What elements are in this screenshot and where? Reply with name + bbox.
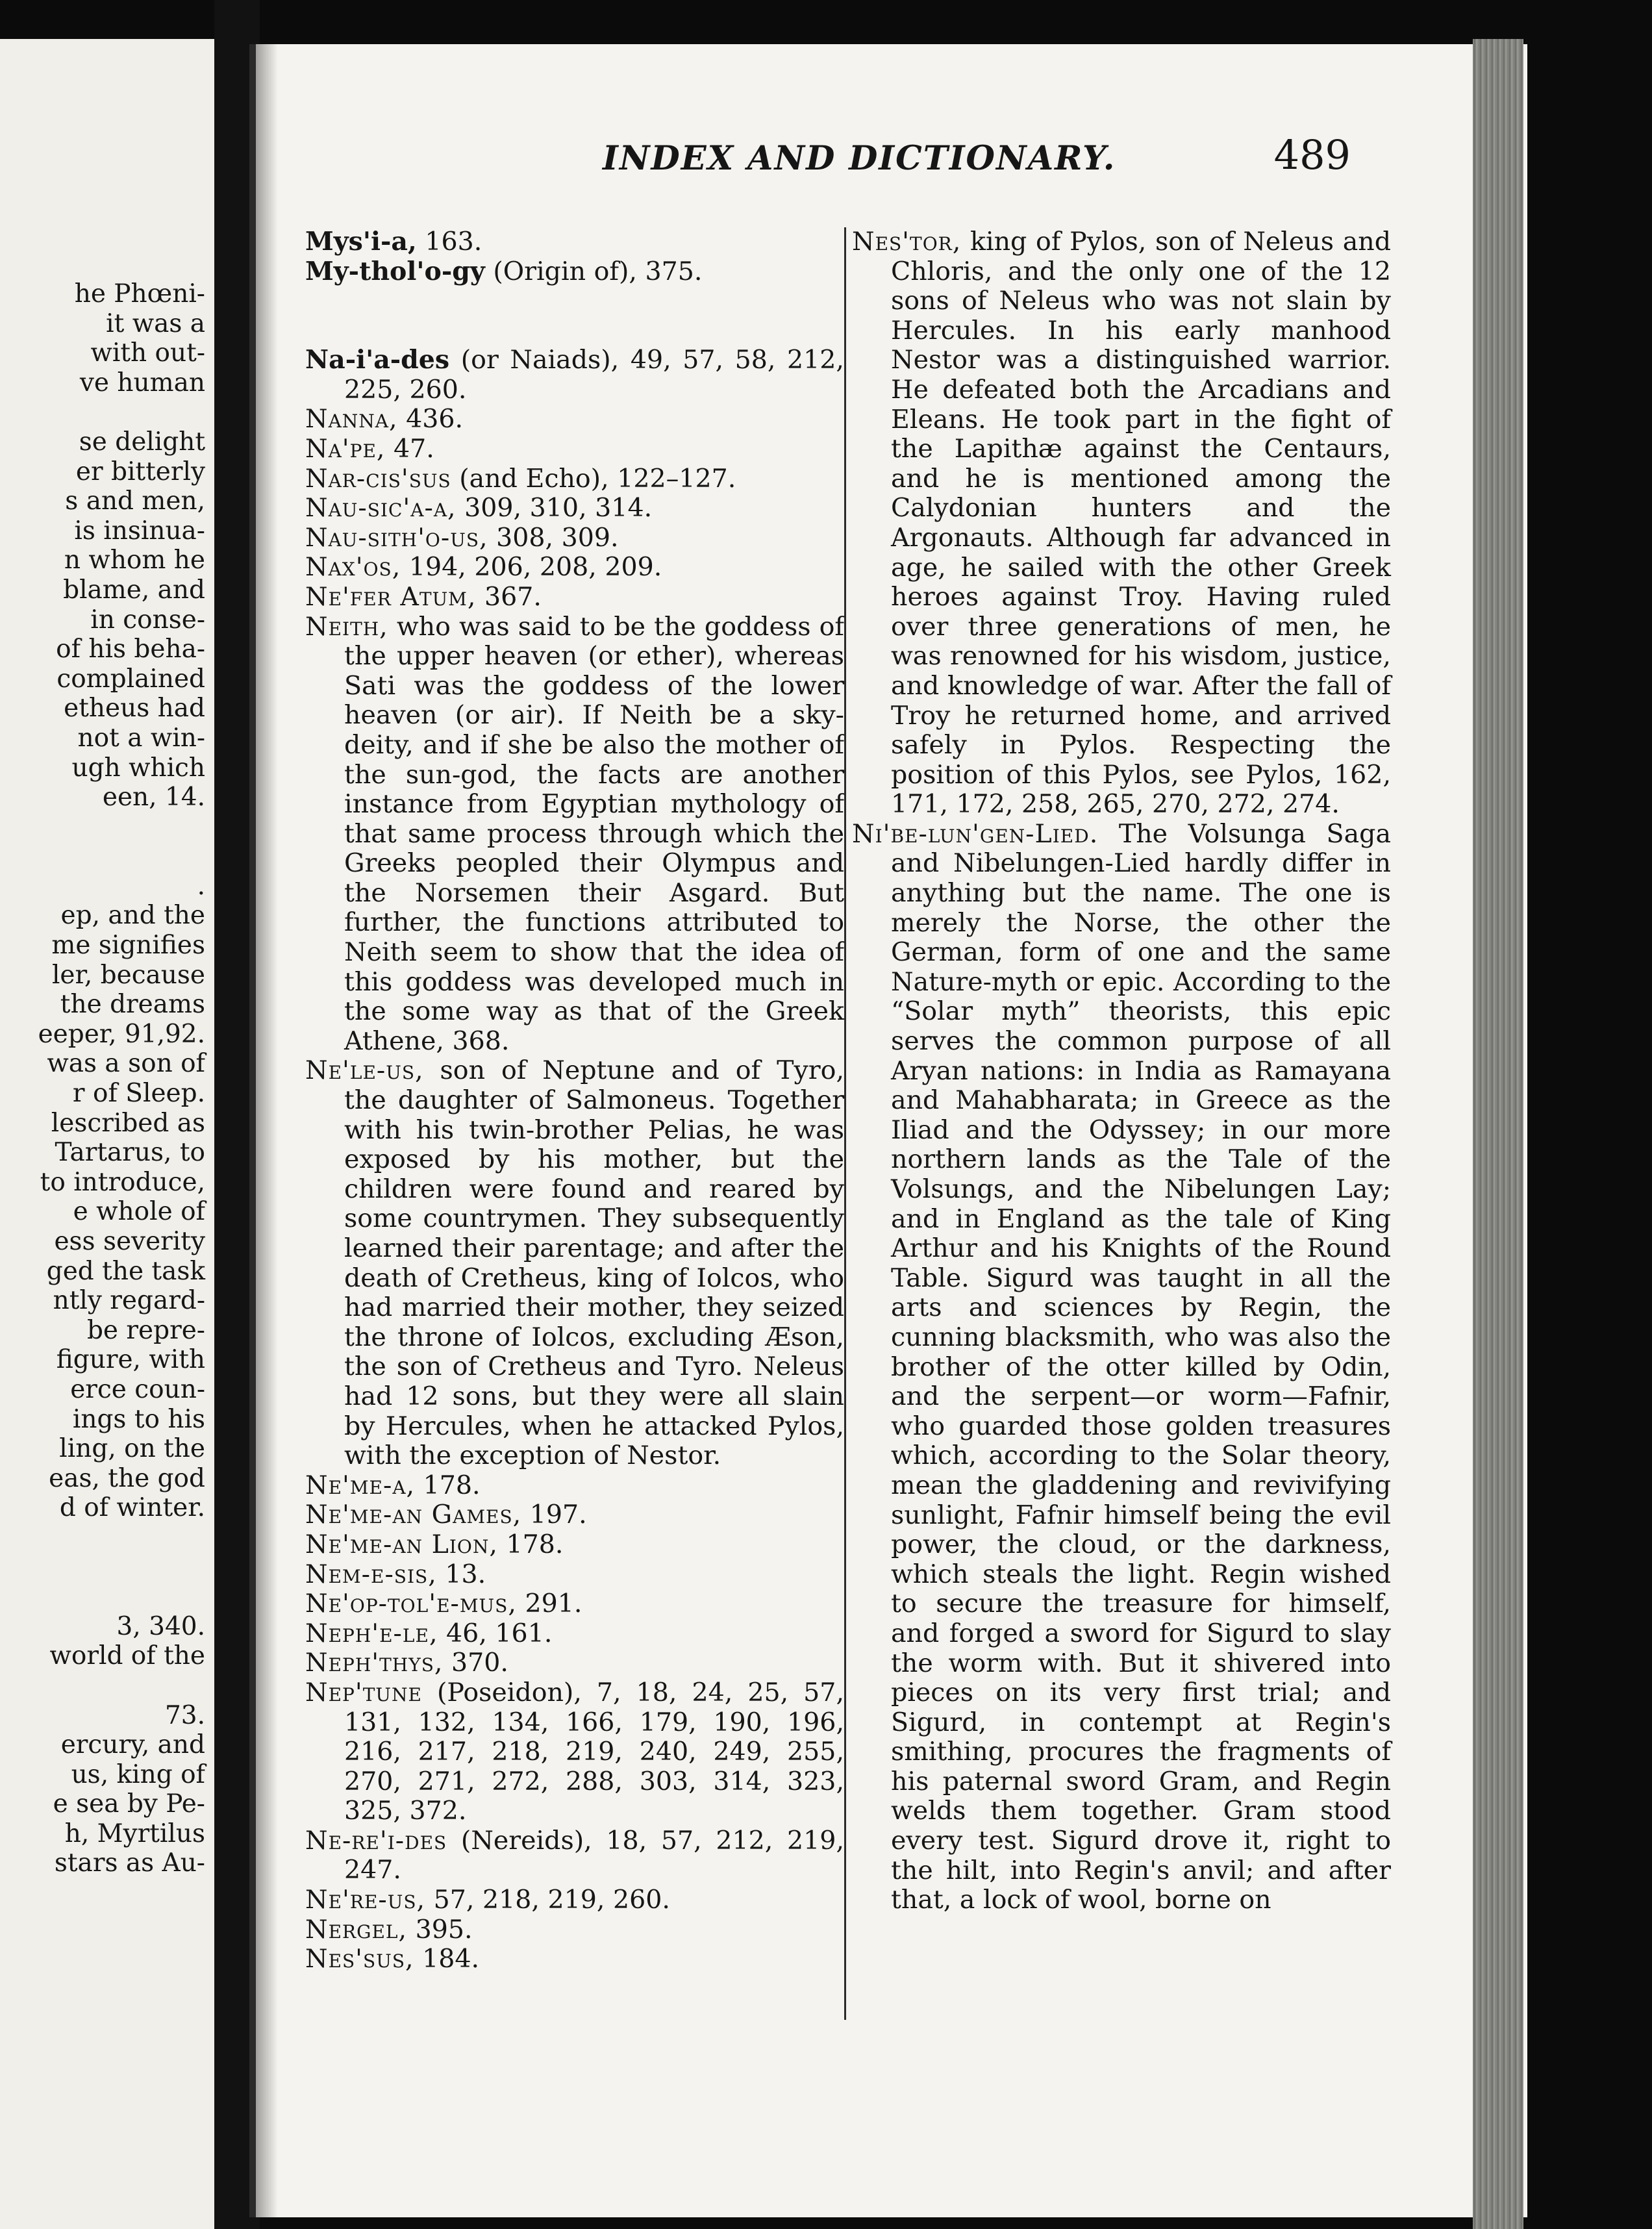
facing-page-line: ep, and the bbox=[60, 901, 205, 931]
entry-text: 367. bbox=[476, 581, 542, 612]
entry-text: 395. bbox=[407, 1914, 473, 1945]
index-entry bbox=[305, 1885, 844, 1915]
entry-headword: My-thol'o-gy bbox=[305, 256, 485, 286]
facing-page-line: . bbox=[197, 871, 205, 901]
facing-page-line bbox=[0, 1523, 205, 1553]
running-title: INDEX AND DICTIONARY. bbox=[603, 139, 1116, 178]
entry-text: 291. bbox=[516, 1589, 582, 1619]
entry-text: son of Neptune and of Tyro, the daughter of Salmoneus. Together with his twin-brother Pelias, he was exposed by his mother, but the children were found and reared by some countrymen. They subsequently learned their parentage; and after the death of Cretheus, king of Iolcos, who had married their mother, they seized the throne of Iolcos, excluding Æson, the son of Cretheus and Tyro. Neleus had 12 sons, but they were all slain by Hercules, when he attacked Pylos, with the exception of Nestor. bbox=[344, 1055, 844, 1471]
entry-text: (or Naiads), 49, 57, 58, 212, 225, 260. bbox=[344, 345, 844, 405]
entry-headword: Ne'op-tol'e-mus, bbox=[305, 1589, 517, 1619]
entry-headword: Nau-sith'o-us, bbox=[305, 522, 488, 553]
entry-text: 57, 218, 219, 260. bbox=[425, 1885, 670, 1915]
facing-page-line: e whole of bbox=[73, 1197, 205, 1227]
entry-headword: Nax'os, bbox=[305, 552, 401, 583]
entry-text: (Poseidon), 7, 18, 24, 25, 57, 131, 132, 134, 166, 179, 190, 196, 216, 217, 218, 219, 240, 249, 255, 270, 271, 272, 288, 303, 314, 323, 325, 372. bbox=[344, 1677, 844, 1826]
facing-page-line: er bitterly bbox=[75, 457, 205, 486]
facing-page-line bbox=[0, 1582, 205, 1612]
page-number: 489 bbox=[1273, 131, 1351, 179]
index-entry bbox=[305, 1915, 844, 1945]
facing-page-line bbox=[0, 1671, 205, 1701]
facing-page-line: world of the bbox=[49, 1641, 205, 1671]
entry-text: 46, 161. bbox=[438, 1618, 553, 1648]
facing-page-line: se delight bbox=[79, 427, 205, 457]
facing-page-line: figure, with bbox=[56, 1345, 205, 1375]
facing-page-line: the dreams bbox=[60, 990, 205, 1020]
index-entry bbox=[305, 523, 844, 553]
index-entry bbox=[305, 434, 844, 464]
entry-text: (and Echo), 122–127. bbox=[451, 463, 736, 494]
entry-headword: Ne'me-a, bbox=[305, 1470, 416, 1500]
entry-headword: Nergel, bbox=[305, 1914, 408, 1945]
facing-page-line: eas, the god bbox=[49, 1463, 205, 1493]
facing-page-line: eeper, 91,92. bbox=[38, 1019, 205, 1049]
facing-page-line: r of Sleep. bbox=[72, 1079, 205, 1109]
index-entry bbox=[305, 1560, 844, 1590]
entry-text: 370. bbox=[443, 1648, 508, 1678]
index-entry bbox=[305, 612, 844, 1057]
index-entry bbox=[305, 1530, 844, 1560]
index-entry bbox=[305, 1826, 844, 1885]
facing-page-line: lescribed as bbox=[51, 1108, 205, 1138]
facing-page-line: ling, on the bbox=[59, 1434, 205, 1464]
entry-headword: Ne'le-us, bbox=[305, 1055, 424, 1086]
facing-page-line: not a win- bbox=[77, 723, 205, 753]
index-entry bbox=[305, 1589, 844, 1619]
facing-page-text bbox=[0, 279, 205, 1878]
entry-text: king of Pylos, son of Neleus and Chloris, and the only one of the 12 sons of Neleus who was not slain by Hercules. In his early manhood Nestor was a distinguished warrior. He defeated both the Arcadians and Eleans. He took part in the fight of the Lapithæ against the Centaurs, and he is mentioned among the Calydonian hunters and the Argonauts. Although far advanced in age, he sailed with the other Greek heroes against Troy. Having ruled over three generations of men, he was renowned for his wisdom, justice, and knowledge of war. After the fall of Troy he returned home, and arrived safely in Pylos. Respecting the position of this Pylos, see Pylos, 162, 171, 172, 258, 265, 270, 272, 274. bbox=[891, 227, 1391, 820]
facing-page-line: n whom he bbox=[64, 546, 205, 575]
index-entry bbox=[305, 257, 844, 287]
index-entry bbox=[305, 227, 844, 257]
index-entry bbox=[305, 1678, 844, 1826]
entry-text: 309, 310, 314. bbox=[456, 493, 653, 523]
facing-page-line: complained bbox=[56, 664, 205, 694]
entry-text: 436. bbox=[397, 404, 464, 434]
facing-page-line: of his beha- bbox=[56, 635, 205, 664]
entry-headword: Nem-e-sis, bbox=[305, 1559, 437, 1589]
index-column-right bbox=[852, 227, 1391, 1915]
facing-page-line bbox=[0, 397, 205, 427]
facing-page-line: ler, because bbox=[51, 960, 205, 990]
entry-text: 178. bbox=[497, 1529, 564, 1559]
index-entry bbox=[852, 820, 1391, 1915]
facing-page-line: ercury, and bbox=[60, 1730, 205, 1760]
index-entry bbox=[305, 583, 844, 612]
entry-text: The Volsunga Saga and Nibelungen-Lied hardly differ in anything but the name. The one is merely the Norse, the other the German, form of one and the same Nature-myth or epic. According to the “Solar myth” theorists, this epic serves the common purpose of all Aryan nations: in India as Ramayana and Mahabharata; in Greece as the Iliad and the Odyssey; in our more northern lands as the Tale of the Volsungs, and the Nibelungen Lay; and in England as the tale of King Arthur and his Knights of the Round Table. Sigurd was taught in all the arts and sciences by Regin, the cunning blacksmith, who was also the brother of the otter killed by Odin, and the serpent—or worm—Fafnir, who guarded those golden treasures which, according to the Solar theory, mean the gladdening and revivifying sunlight, Fafnir himself being the evil power, the cloud, or the darkness, which steals the light. Regin wished to secure the treasure for himself, and forged a sword for Sigurd to slay the worm with. But it shivered into pieces on its very first trial; and Sigurd, in contempt at Regin's smithing, procures the fragments of his paternal sword Gram, and Regin welds them together. Gram stood every test. Sigurd drove it, right to the hilt, into Regin's anvil; and after that, a lock of wool, borne on bbox=[891, 818, 1391, 1915]
facing-page-line: in conse- bbox=[90, 605, 205, 635]
facing-page-line: 73. bbox=[164, 1700, 205, 1730]
facing-page-line: etheus had bbox=[64, 694, 205, 724]
facing-page-line: he Phœni- bbox=[74, 279, 205, 309]
facing-page-line: is insinua- bbox=[74, 516, 205, 546]
facing-page-line: erce coun- bbox=[70, 1374, 205, 1404]
entry-headword: Ni'be-lun'gen-Lied. bbox=[852, 818, 1099, 849]
facing-page-line: ve human bbox=[79, 368, 205, 397]
facing-page-line: ings to his bbox=[72, 1404, 205, 1434]
index-column-left bbox=[305, 227, 844, 1974]
facing-page-line: ess severity bbox=[54, 1227, 205, 1256]
facing-page-line: us, king of bbox=[71, 1759, 205, 1789]
facing-page-line: ntly regard- bbox=[53, 1286, 205, 1316]
facing-page-line: be repre- bbox=[86, 1315, 205, 1345]
entry-headword: Mys'i-a, bbox=[305, 227, 417, 257]
facing-page-line: ugh which bbox=[71, 753, 205, 783]
entry-text: (Nereids), 18, 57, 212, 219, 247. bbox=[344, 1825, 844, 1885]
index-entry bbox=[305, 1619, 844, 1649]
entry-headword: Nar-cis'sus bbox=[305, 463, 451, 494]
entry-headword: Neph'e-le, bbox=[305, 1618, 438, 1648]
entry-headword: Ne'me-an Lion, bbox=[305, 1529, 498, 1559]
entry-text: (Origin of), 375. bbox=[484, 256, 703, 286]
entry-text: 163. bbox=[416, 227, 482, 257]
facing-page-line: Tartarus, to bbox=[55, 1138, 205, 1168]
facing-page-line: ged the task bbox=[46, 1256, 205, 1286]
entry-text: 13. bbox=[436, 1559, 486, 1589]
facing-page-fragment bbox=[0, 39, 214, 2229]
facing-page-line bbox=[0, 842, 205, 872]
index-entry bbox=[305, 1056, 844, 1470]
entry-headword: Neph'thys, bbox=[305, 1648, 444, 1678]
entry-headword: Nes'sus, bbox=[305, 1944, 414, 1974]
index-entry bbox=[305, 405, 844, 434]
facing-page-line: it was a bbox=[106, 309, 205, 338]
entry-headword: Nanna, bbox=[305, 404, 398, 434]
facing-page-line bbox=[0, 1553, 205, 1583]
facing-page-line: e sea by Pe- bbox=[53, 1789, 205, 1819]
facing-page-line: s and men, bbox=[65, 486, 205, 516]
entry-headword: Nep'tune bbox=[305, 1677, 422, 1707]
column-rule bbox=[844, 227, 846, 2020]
entry-text: 184. bbox=[414, 1944, 480, 1974]
facing-page-line: 3, 340. bbox=[116, 1611, 205, 1641]
entry-headword: Ne-re'i-des bbox=[305, 1825, 447, 1856]
facing-page-line: to introduce, bbox=[40, 1167, 205, 1197]
entry-headword: Ne'fer Atum, bbox=[305, 581, 477, 612]
facing-page-line: me signifies bbox=[51, 931, 205, 961]
entry-text: 194, 206, 208, 209. bbox=[401, 552, 662, 583]
entry-headword: Nes'tor, bbox=[852, 227, 962, 257]
facing-page-line: een, 14. bbox=[102, 783, 205, 812]
index-entry bbox=[305, 464, 844, 494]
index-entry bbox=[852, 227, 1391, 820]
entry-text: 178. bbox=[415, 1470, 481, 1500]
facing-page-line bbox=[0, 812, 205, 842]
gutter-shadow bbox=[256, 44, 278, 2217]
entry-headword: Nau-sic'a-a, bbox=[305, 493, 457, 523]
entry-headword: Neith, bbox=[305, 611, 388, 642]
entry-text: who was said to be the goddess of the upper heaven (or ether), whereas Sati was the goddess of the lower heaven (or air). If Neith be a sky-deity, and if she be also the mother of the sun-god, the facts are another instance from Egyptian mythology of that same process through which the Greeks peopled their Olympus and the Norsemen their Asgard. But further, the functions attributed to Neith seem to show that the idea of this goddess was developed much in the some way as that of the Greek Athene, 368. bbox=[344, 611, 844, 1056]
entry-headword: Ne're-us, bbox=[305, 1885, 426, 1915]
facing-page-line: blame, and bbox=[63, 575, 205, 605]
facing-page-line: with out- bbox=[90, 338, 205, 368]
entry-headword: Na-i'a-des bbox=[305, 345, 450, 375]
facing-page-line: d of winter. bbox=[59, 1493, 205, 1523]
page-edges bbox=[1473, 39, 1523, 2229]
index-entry bbox=[305, 346, 844, 405]
entry-text: 47. bbox=[385, 433, 434, 464]
index-entry bbox=[305, 494, 844, 523]
entry-text: 197. bbox=[521, 1500, 587, 1530]
index-entry bbox=[305, 1648, 844, 1678]
entry-text: 308, 309. bbox=[488, 522, 619, 553]
index-entry bbox=[305, 553, 844, 583]
index-entry bbox=[305, 1471, 844, 1501]
facing-page-line: was a son of bbox=[47, 1049, 205, 1079]
index-entry bbox=[305, 1945, 844, 1974]
index-entry bbox=[305, 1500, 844, 1530]
entry-headword: Na'pe, bbox=[305, 433, 386, 464]
facing-page-line: stars as Au- bbox=[54, 1848, 205, 1878]
entry-headword: Ne'me-an Games, bbox=[305, 1500, 522, 1530]
facing-page-line: h, Myrtilus bbox=[64, 1819, 205, 1848]
running-header bbox=[584, 97, 1377, 179]
